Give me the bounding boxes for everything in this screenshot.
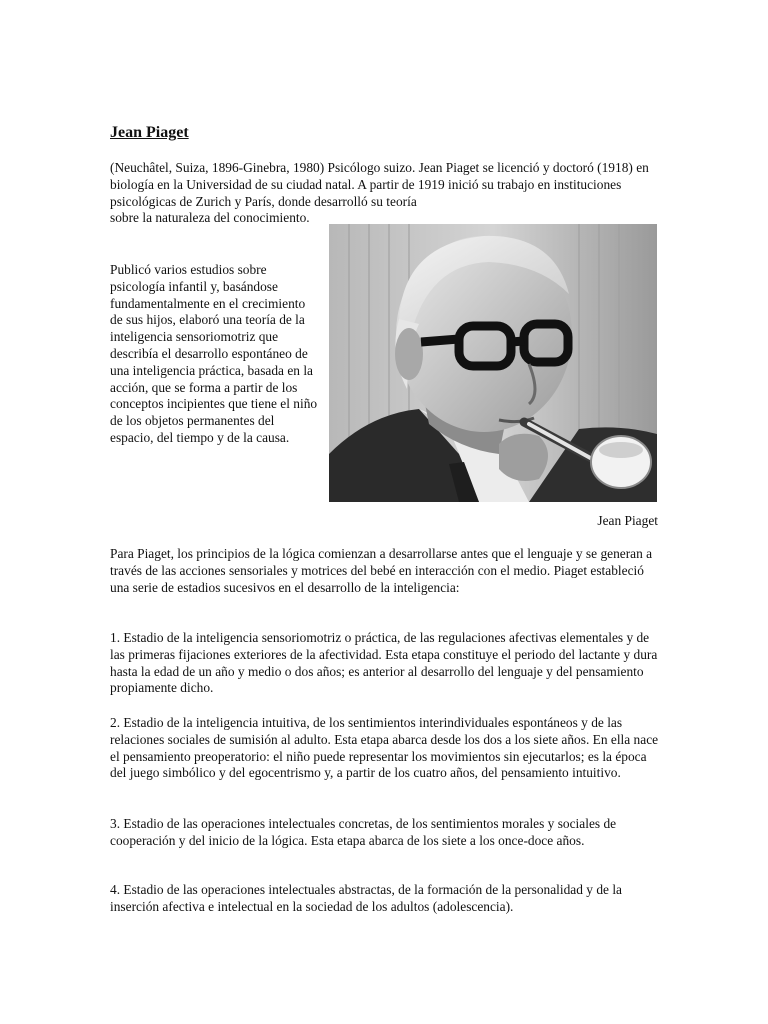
biography-paragraph: Publicó varios estudios sobre psicología infantil y, basándose fundamentalmente en el crecimiento de sus hijos, elaboró una teoría de la inteligencia sensoriomotriz que describía el desarrollo espontáneo de una inteligencia práctica, basada en la acción, que se forma a partir de los conceptos incipientes que tiene el niño de los objetos permanentes del espacio, del tiempo y de la causa. xyxy=(110,262,318,445)
portrait-photo xyxy=(329,224,657,502)
intro-paragraph: (Neuchâtel, Suiza, 1896-Ginebra, 1980) Psicólogo suizo. Jean Piaget se licenció y doctoró (1918) en biología en la Universidad de su ciudad natal. A partir de 1919 inició su trabajo en instituciones psicológicas de Zurich y París, donde desarrolló su teoría xyxy=(110,160,649,209)
stage-3-paragraph: 3. Estadio de las operaciones intelectuales concretas, de los sentimientos morales y sociales de cooperación y del inicio de la lógica. Esta etapa abarca de los siete a los once-doce años. xyxy=(110,816,617,848)
intro-paragraph-tail: sobre la naturaleza del conocimiento. xyxy=(110,210,310,225)
intro-stages-paragraph: Para Piaget, los principios de la lógica comienzan a desarrollarse antes que el lenguaje y se generan a través de las acciones sensoriales y motrices del bebé en interacción con el medio. Piaget estableció una serie de estadios sucesivos en el desarrollo de la inteligencia: xyxy=(110,546,653,595)
stage-1-paragraph: 1. Estadio de la inteligencia sensoriomotriz o práctica, de las regulaciones afectivas elementales y de las primeras fijaciones exteriores de la afectividad. Esta etapa constituye el periodo del lactante y dura hasta la edad de un año y medio o dos años; es anterior al desarrollo del lenguaje y del pensamiento propiamente dicho. xyxy=(110,630,658,696)
document-title: Jean Piaget xyxy=(110,124,189,141)
stage-2-paragraph: 2. Estadio de la inteligencia intuitiva, de los sentimientos interindividuales espontáneos y de las relaciones sociales de sumisión al adulto. Esta etapa abarca desde los dos a los siete años. En ella nace el pensamiento preoperatorio: el niño puede representar los movimientos sin ejecutarlos; es la época del juego simbólico y del egocentrismo y, a partir de los cuatro años, del pensamiento intuitivo. xyxy=(110,715,659,781)
photo-caption: Jean Piaget xyxy=(597,513,658,528)
stage-4-paragraph: 4. Estadio de las operaciones intelectuales abstractas, de la formación de la personalidad y de la inserción afectiva e intelectual en la sociedad de los adultos (adolescencia). xyxy=(110,882,622,914)
